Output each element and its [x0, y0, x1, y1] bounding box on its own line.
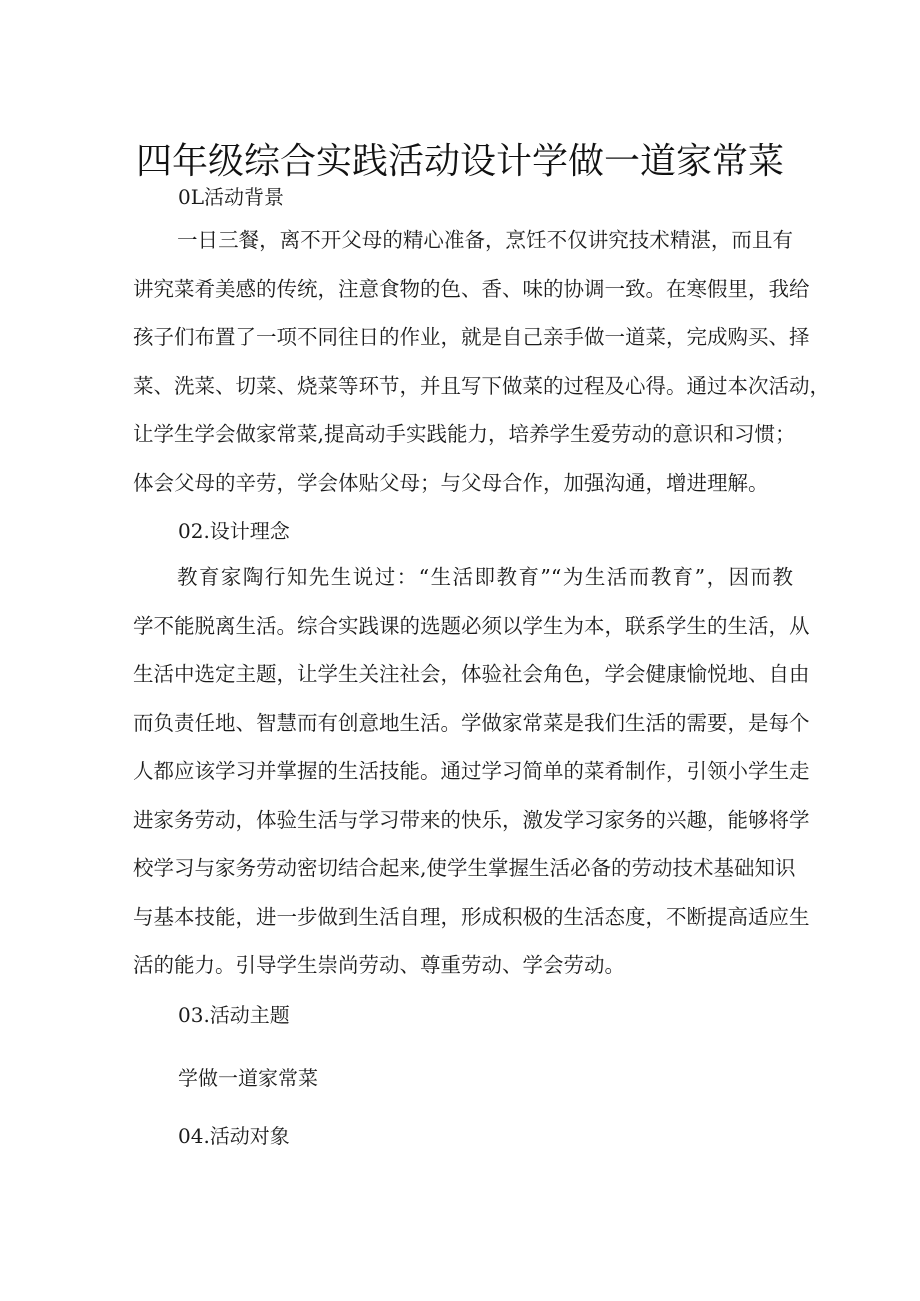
paragraph-line: 人都应该学习并掌握的生活技能。通过学习简单的菜肴制作，引领小学生走 — [133, 759, 810, 783]
activity-theme-text: 学做一道家常菜 — [178, 1066, 318, 1090]
paragraph-line: 孩子们布置了一项不同往日的作业，就是自己亲手做一道菜，完成购买、择 — [133, 325, 810, 349]
paragraph-background — [133, 216, 830, 507]
paragraph-design-concept — [133, 553, 810, 990]
page-title: 四年级综合实践活动设计学做一道家常菜 — [135, 141, 784, 183]
paragraph-line: 教育家陶行知先生说过：“生活即教育”“为生活而教育”，因而教 — [177, 565, 793, 589]
paragraph-line: 与基本技能，进一步做到生活自理，形成积极的生活态度，不断提高适应生 — [133, 904, 810, 929]
paragraph-line: 一日三餐，离不开父母的精心准备，烹饪不仅讲究技术精湛，而且有 — [177, 228, 793, 252]
section-heading-activity-target: 04.活动对象 — [178, 1124, 290, 1148]
paragraph-line: 体会父母的辛劳，学会体贴父母；与父母合作，加强沟通，增进理解。 — [133, 470, 769, 495]
paragraph-line: 生活中选定主题，让学生关注社会，体验社会角色，学会健康愉悦地、自由 — [133, 662, 810, 686]
section-heading-background: 0L活动背景 — [178, 185, 285, 209]
paragraph-line: 菜、洗菜、切菜、烧菜等环节，并且写下做菜的过程及心得。通过本次活动， — [133, 373, 830, 398]
paragraph-line: 让学生学会做家常菜,提高动手实践能力，培养学生爱劳动的意识和习惯； — [133, 422, 796, 446]
paragraph-line: 活的能力。引导学生崇尚劳动、尊重劳动、学会劳动。 — [133, 953, 625, 977]
paragraph-line: 校学习与家务劳动密切结合起来,使学生掌握生活必备的劳动技术基础知识 — [133, 856, 796, 880]
paragraph-line: 讲究菜肴美感的传统，注意食物的色、香、味的协调一致。在寒假里，我给 — [133, 276, 810, 301]
paragraph-line: 进家务劳动，体验生活与学习带来的快乐，激发学习家务的兴趣，能够将学 — [133, 807, 810, 832]
section-heading-activity-theme: 03.活动主题 — [178, 1003, 290, 1027]
section-heading-design-concept: 02.设计理念 — [178, 519, 290, 543]
paragraph-line: 学不能脱离生活。综合实践课的选题必须以学生为本，联系学生的生活，从 — [133, 613, 810, 638]
paragraph-line: 而负责任地、智慧而有创意地生活。学做家常菜是我们生活的需要，是每个 — [133, 710, 810, 735]
